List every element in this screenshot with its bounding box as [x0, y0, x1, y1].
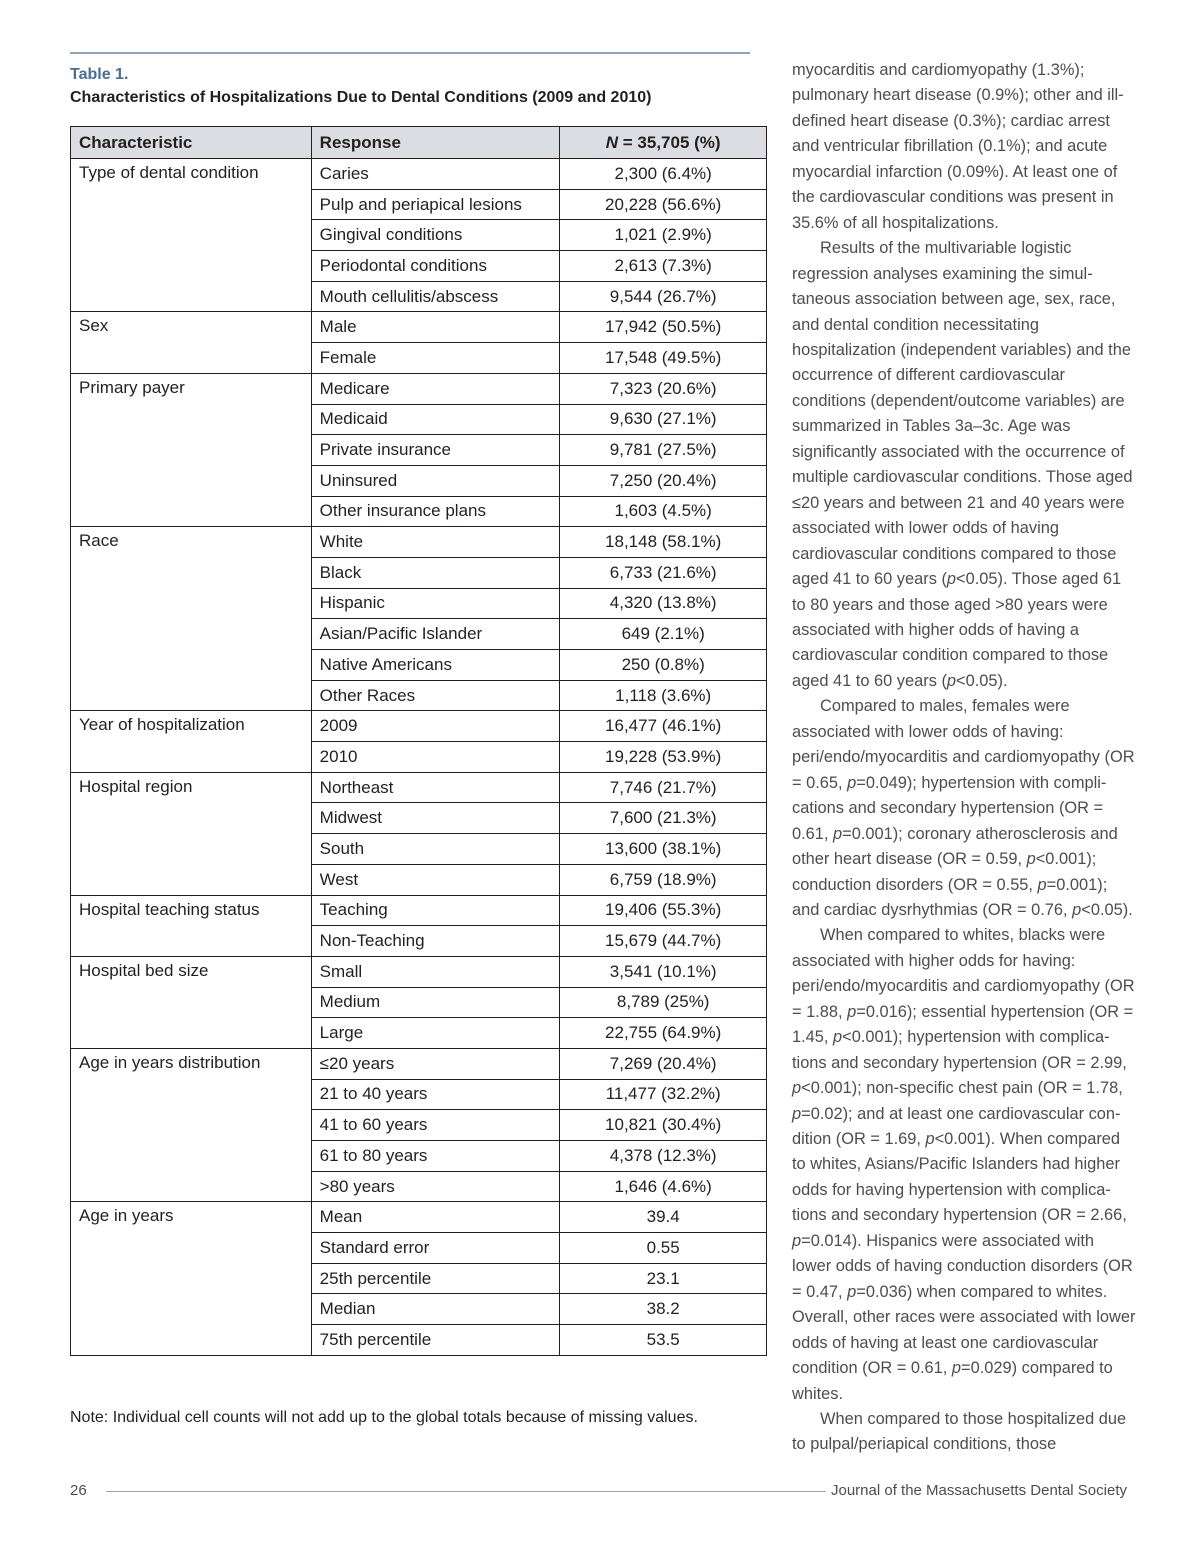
body-paragraph: Compared to males, females were associated with lower odds of having: peri/endo/myocarditis and cardiomyopathy (OR = 0.65, p=0.049); hypertension with complications and secondary hypertension (OR = 0.61, p=0.001); coronary atherosclerosis and other heart disease (OR = 0.59, p<0.001); conduction disorders (OR = 0.55, p=0.001); and cardiac dysrhythmias (OR = 0.76, p<0.05).	[792, 697, 1135, 919]
header-n-total: N = 35,705 (%)	[560, 127, 767, 159]
response-cell: Periodontal conditions	[311, 251, 560, 282]
value-cell: 2,613 (7.3%)	[560, 251, 767, 282]
value-cell: 22,755 (64.9%)	[560, 1018, 767, 1049]
response-cell: Medium	[311, 987, 560, 1018]
table-label: Table 1.	[70, 66, 129, 83]
response-cell: >80 years	[311, 1171, 560, 1202]
value-cell: 19,228 (53.9%)	[560, 742, 767, 773]
header-n-rest: = 35,705 (%)	[618, 132, 721, 152]
table-body	[71, 159, 767, 1356]
value-cell: 250 (0.8%)	[560, 650, 767, 681]
response-cell: Female	[311, 343, 560, 374]
body-paragraph: When compared to whites, blacks were associated with higher odds for having: peri/endo/myocarditis and cardiomyopathy (OR = 1.88, p=0.016); essential hypertension (OR = 1.45, p<0.001); hypertension with complications and secondary hypertension (OR = 2.99, p<0.001); non-specific chest pain (OR = 1.78, p=0.02); and at least one cardiovascular condition (OR = 1.69, p<0.001). When compared to whites, Asians/Pacific Islanders had higher odds for having hypertension with complications and secondary hypertension (OR = 2.66, p=0.014). Hispanics were associated with lower odds of having conduction disorders (OR = 0.47, p=0.036) when compared to whites. Overall, other races were associated with lower odds of having at least one cardiovascular condition (OR = 0.61, p=0.029) compared to whites.	[792, 926, 1136, 1403]
characteristic-cell: Primary payer	[71, 373, 312, 526]
body-paragraph: Results of the multivariable logistic regression analyses examining the simultaneous association between age, sex, race, and dental condition necessitating hospitalization (independent variables) and the occurrence of different cardiovascular conditions (dependent/outcome variables) are summarized in Tables 3a–3c. Age was significantly associated with the occurrence of multiple cardiovascular conditions. Those aged ≤20 years and between 21 and 40 years were associated with lower odds of having cardiovascular conditions compared to those aged 41 to 60 years (p<0.05). Those aged 61 to 80 years and those aged >80 years were associated with higher odds of having a cardiovascular condition compared to those aged 41 to 60 years (p<0.05).	[792, 239, 1133, 690]
value-cell: 9,781 (27.5%)	[560, 435, 767, 466]
response-cell: 41 to 60 years	[311, 1110, 560, 1141]
table-title: Characteristics of Hospitalizations Due to Dental Conditions (2009 and 2010)	[70, 89, 652, 106]
body-paragraph: myocarditis and cardiomyopathy (1.3%); pulmonary heart disease (0.9%); other and ill-defined heart disease (0.3%); cardiac arrest and ventricular fibrillation (0.1%); and acute myocardial infarction (0.09%). At least one of the cardiovascular conditions was present in 35.6% of all hospitalizations.	[792, 61, 1124, 232]
value-cell: 1,646 (4.6%)	[560, 1171, 767, 1202]
table-row	[71, 956, 767, 987]
response-cell: Uninsured	[311, 465, 560, 496]
value-cell: 7,269 (20.4%)	[560, 1048, 767, 1079]
table-row	[71, 373, 767, 404]
value-cell: 53.5	[560, 1325, 767, 1356]
value-cell: 17,548 (49.5%)	[560, 343, 767, 374]
characteristic-cell: Hospital region	[71, 772, 312, 895]
value-cell: 13,600 (38.1%)	[560, 834, 767, 865]
value-cell: 7,746 (21.7%)	[560, 772, 767, 803]
response-cell: White	[311, 527, 560, 558]
characteristics-table	[70, 126, 767, 1356]
response-cell: Native Americans	[311, 650, 560, 681]
response-cell: 25th percentile	[311, 1263, 560, 1294]
response-cell: Private insurance	[311, 435, 560, 466]
response-cell: Other insurance plans	[311, 496, 560, 527]
response-cell: Medicaid	[311, 404, 560, 435]
table-row	[71, 159, 767, 190]
table-row	[71, 1048, 767, 1079]
response-cell: Gingival conditions	[311, 220, 560, 251]
value-cell: 9,544 (26.7%)	[560, 281, 767, 312]
value-cell: 6,759 (18.9%)	[560, 864, 767, 895]
value-cell: 0.55	[560, 1233, 767, 1264]
response-cell: Mean	[311, 1202, 560, 1233]
characteristic-cell: Hospital bed size	[71, 956, 312, 1048]
response-cell: 2009	[311, 711, 560, 742]
body-paragraph: When compared to those hospitalized due to pulpal/periapical conditions, those	[792, 1410, 1127, 1454]
characteristic-cell: Type of dental condition	[71, 159, 312, 312]
response-cell: Median	[311, 1294, 560, 1325]
value-cell: 4,320 (13.8%)	[560, 588, 767, 619]
table-header-row	[71, 127, 767, 159]
response-cell: Hispanic	[311, 588, 560, 619]
value-cell: 6,733 (21.6%)	[560, 557, 767, 588]
value-cell: 3,541 (10.1%)	[560, 956, 767, 987]
value-cell: 18,148 (58.1%)	[560, 527, 767, 558]
response-cell: Midwest	[311, 803, 560, 834]
response-cell: Small	[311, 956, 560, 987]
value-cell: 1,118 (3.6%)	[560, 680, 767, 711]
characteristic-cell: Sex	[71, 312, 312, 373]
value-cell: 8,789 (25%)	[560, 987, 767, 1018]
characteristic-cell: Hospital teaching status	[71, 895, 312, 956]
value-cell: 23.1	[560, 1263, 767, 1294]
value-cell: 9,630 (27.1%)	[560, 404, 767, 435]
response-cell: Northeast	[311, 772, 560, 803]
response-cell: Other Races	[311, 680, 560, 711]
response-cell: 61 to 80 years	[311, 1141, 560, 1172]
value-cell: 10,821 (30.4%)	[560, 1110, 767, 1141]
value-cell: 19,406 (55.3%)	[560, 895, 767, 926]
value-cell: 649 (2.1%)	[560, 619, 767, 650]
characteristic-cell: Race	[71, 527, 312, 711]
header-response: Response	[311, 127, 560, 159]
response-cell: West	[311, 864, 560, 895]
response-cell: Medicare	[311, 373, 560, 404]
table-note: Note: Individual cell counts will not add up to the global totals because of missing values.	[70, 1409, 698, 1426]
value-cell: 2,300 (6.4%)	[560, 159, 767, 190]
header-characteristic: Characteristic	[71, 127, 312, 159]
value-cell: 11,477 (32.2%)	[560, 1079, 767, 1110]
response-cell: Male	[311, 312, 560, 343]
response-cell: Pulp and periapical lesions	[311, 189, 560, 220]
value-cell: 7,323 (20.6%)	[560, 373, 767, 404]
response-cell: Mouth cellulitis/abscess	[311, 281, 560, 312]
response-cell: Non-Teaching	[311, 926, 560, 957]
table-row	[71, 527, 767, 558]
table-row	[71, 711, 767, 742]
value-cell: 7,600 (21.3%)	[560, 803, 767, 834]
response-cell: Caries	[311, 159, 560, 190]
value-cell: 1,021 (2.9%)	[560, 220, 767, 251]
value-cell: 16,477 (46.1%)	[560, 711, 767, 742]
response-cell: 21 to 40 years	[311, 1079, 560, 1110]
top-rule	[70, 52, 750, 54]
response-cell: ≤20 years	[311, 1048, 560, 1079]
value-cell: 15,679 (44.7%)	[560, 926, 767, 957]
characteristic-cell: Age in years	[71, 1202, 312, 1355]
value-cell: 17,942 (50.5%)	[560, 312, 767, 343]
response-cell: Black	[311, 557, 560, 588]
response-cell: South	[311, 834, 560, 865]
table-row	[71, 312, 767, 343]
footer-rule	[106, 1491, 826, 1492]
response-cell: Large	[311, 1018, 560, 1049]
page-number: 26	[70, 1482, 87, 1499]
table-row	[71, 895, 767, 926]
response-cell: 2010	[311, 742, 560, 773]
response-cell: Standard error	[311, 1233, 560, 1264]
table-row	[71, 1202, 767, 1233]
characteristic-cell: Age in years distribution	[71, 1048, 312, 1201]
value-cell: 38.2	[560, 1294, 767, 1325]
response-cell: Asian/Pacific Islander	[311, 619, 560, 650]
value-cell: 20,228 (56.6%)	[560, 189, 767, 220]
value-cell: 7,250 (20.4%)	[560, 465, 767, 496]
article-body-column	[792, 58, 1137, 1458]
response-cell: 75th percentile	[311, 1325, 560, 1356]
value-cell: 4,378 (12.3%)	[560, 1141, 767, 1172]
journal-name: Journal of the Massachusetts Dental Society	[831, 1482, 1127, 1499]
response-cell: Teaching	[311, 895, 560, 926]
characteristic-cell: Year of hospitalization	[71, 711, 312, 772]
value-cell: 1,603 (4.5%)	[560, 496, 767, 527]
value-cell: 39.4	[560, 1202, 767, 1233]
table-row	[71, 772, 767, 803]
